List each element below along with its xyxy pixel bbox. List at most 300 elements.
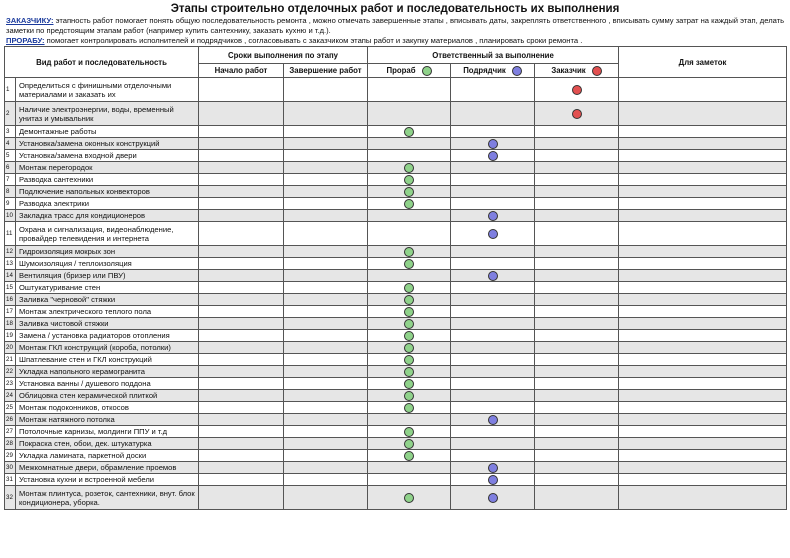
notes-cell[interactable] [619,306,787,318]
notes-cell[interactable] [619,162,787,174]
customer-cell[interactable] [535,438,619,450]
stages-table [4,46,787,510]
customer-cell[interactable] [535,342,619,354]
row-number: 13 [5,258,16,270]
foreman-marker-icon [404,331,414,341]
foreman-marker-icon [404,391,414,401]
table-row [5,330,787,342]
customer-text: этапность работ помогает понять общую последовательность ремонта , можно отмечать завершенные этапы , вписывать даты, закреплять ответственного , вписывать сумму затрат на каждый этап, делать заметки по предстоящим этапам работ (например купить сантехнику, заказать кухню и т.д.). [6,16,785,35]
notes-cell[interactable] [619,414,787,426]
foreman-cell[interactable] [368,174,451,186]
end-date-cell[interactable] [284,318,368,330]
table-row [5,354,787,366]
foreman-cell[interactable] [368,162,451,174]
work-type-cell: Шпатлевание стен и ГКЛ конструкций [16,354,199,366]
notes-cell[interactable] [619,150,787,162]
start-date-cell[interactable] [199,462,284,474]
row-number: 11 [5,222,16,246]
end-date-cell[interactable] [284,450,368,462]
customer-cell[interactable] [535,294,619,306]
end-date-cell[interactable] [284,258,368,270]
notes-cell[interactable] [619,318,787,330]
end-date-cell[interactable] [284,402,368,414]
customer-cell[interactable] [535,486,619,510]
start-date-cell[interactable] [199,186,284,198]
table-row [5,438,787,450]
foreman-marker-icon [404,307,414,317]
row-number: 27 [5,426,16,438]
customer-cell[interactable] [535,378,619,390]
customer-marker-icon [572,109,582,119]
header-foreman [368,64,451,78]
customer-cell[interactable] [535,474,619,486]
end-date-cell[interactable] [284,78,368,102]
customer-label: ЗАКАЗЧИКУ: [6,16,54,25]
table-row [5,126,787,138]
start-date-cell[interactable] [199,102,284,126]
foreman-cell[interactable] [368,186,451,198]
foreman-marker-icon [404,127,414,137]
customer-cell[interactable] [535,426,619,438]
end-date-cell[interactable] [284,246,368,258]
contractor-marker-icon [488,211,498,221]
start-date-cell[interactable] [199,426,284,438]
contractor-marker-icon [488,475,498,485]
row-number: 9 [5,198,16,210]
end-date-cell[interactable] [284,198,368,210]
customer-cell[interactable] [535,330,619,342]
start-date-cell[interactable] [199,354,284,366]
contractor-cell[interactable] [451,174,535,186]
work-type-cell: Вентиляция (бризер или ПВУ) [16,270,199,282]
notes-cell[interactable] [619,450,787,462]
contractor-cell[interactable] [451,426,535,438]
start-date-cell[interactable] [199,318,284,330]
foreman-cell[interactable] [368,330,451,342]
foreman-cell[interactable] [368,438,451,450]
end-date-cell[interactable] [284,294,368,306]
row-number: 21 [5,354,16,366]
end-date-cell[interactable] [284,270,368,282]
contractor-cell[interactable] [451,354,535,366]
contractor-cell[interactable] [451,318,535,330]
foreman-marker-icon [404,199,414,209]
customer-cell[interactable] [535,306,619,318]
foreman-cell[interactable] [368,282,451,294]
customer-cell[interactable] [535,354,619,366]
table-row [5,402,787,414]
table-row [5,318,787,330]
start-date-cell[interactable] [199,378,284,390]
table-row [5,294,787,306]
end-date-cell[interactable] [284,210,368,222]
start-date-cell[interactable] [199,438,284,450]
foreman-cell[interactable] [368,354,451,366]
contractor-cell[interactable] [451,486,535,510]
customer-cell[interactable] [535,414,619,426]
start-date-cell[interactable] [199,390,284,402]
contractor-cell[interactable] [451,126,535,138]
foreman-marker-icon [404,439,414,449]
end-date-cell[interactable] [284,390,368,402]
notes-cell[interactable] [619,366,787,378]
end-date-cell[interactable] [284,438,368,450]
notes-cell[interactable] [619,390,787,402]
customer-cell[interactable] [535,318,619,330]
foreman-cell[interactable] [368,198,451,210]
customer-cell[interactable] [535,282,619,294]
contractor-cell[interactable] [451,258,535,270]
foreman-marker-icon [404,283,414,293]
end-date-cell[interactable] [284,306,368,318]
table-row [5,390,787,402]
start-date-cell[interactable] [199,78,284,102]
contractor-cell[interactable] [451,390,535,402]
customer-cell[interactable] [535,150,619,162]
customer-cell[interactable] [535,198,619,210]
start-date-cell[interactable] [199,150,284,162]
start-date-cell[interactable] [199,414,284,426]
foreman-cell[interactable] [368,426,451,438]
header-contractor [451,64,535,78]
notes-cell[interactable] [619,258,787,270]
notes-cell[interactable] [619,222,787,246]
start-date-cell[interactable] [199,270,284,282]
table-row [5,486,787,510]
notes-cell[interactable] [619,126,787,138]
header-contractor-label: Подрядчик [463,65,506,75]
work-type-cell: Заливка "черновой" стяжки [16,294,199,306]
start-date-cell[interactable] [199,210,284,222]
row-number: 22 [5,366,16,378]
notes-cell[interactable] [619,102,787,126]
contractor-cell[interactable] [451,282,535,294]
foreman-marker-icon [404,163,414,173]
row-number: 7 [5,174,16,186]
notes-cell[interactable] [619,78,787,102]
work-type-cell: Установка/замена входной двери [16,150,199,162]
customer-cell[interactable] [535,258,619,270]
foreman-cell[interactable] [368,486,451,510]
header-customer-label: Заказчик [551,65,586,75]
customer-cell[interactable] [535,390,619,402]
notes-cell[interactable] [619,246,787,258]
end-date-cell[interactable] [284,366,368,378]
contractor-marker-icon [488,271,498,281]
table-row [5,342,787,354]
work-type-cell: Монтаж электрического теплого пола [16,306,199,318]
row-number: 1 [5,78,16,102]
notes-cell[interactable] [619,342,787,354]
foreman-cell[interactable] [368,402,451,414]
foreman-cell[interactable] [368,138,451,150]
start-date-cell[interactable] [199,486,284,510]
work-type-cell: Демонтажные работы [16,126,199,138]
contractor-marker-icon [488,415,498,425]
work-type-cell: Оштукатуривание стен [16,282,199,294]
work-type-cell: Укладка ламината, паркетной доски [16,450,199,462]
table-row [5,378,787,390]
foreman-note [6,36,786,46]
foreman-cell[interactable] [368,390,451,402]
start-date-cell[interactable] [199,222,284,246]
foreman-cell[interactable] [368,450,451,462]
foreman-cell[interactable] [368,246,451,258]
foreman-marker-icon [404,175,414,185]
row-number: 14 [5,270,16,282]
foreman-cell[interactable] [368,294,451,306]
notes-cell[interactable] [619,354,787,366]
notes-cell[interactable] [619,186,787,198]
start-date-cell[interactable] [199,366,284,378]
work-type-cell: Разводка сантехники [16,174,199,186]
start-date-cell[interactable] [199,126,284,138]
contractor-cell[interactable] [451,402,535,414]
contractor-cell[interactable] [451,294,535,306]
end-date-cell[interactable] [284,486,368,510]
customer-cell[interactable] [535,402,619,414]
row-number: 28 [5,438,16,450]
contractor-cell[interactable] [451,306,535,318]
start-date-cell[interactable] [199,330,284,342]
work-type-cell: Монтаж натяжного потолка [16,414,199,426]
customer-cell[interactable] [535,78,619,102]
foreman-marker-icon [404,319,414,329]
foreman-cell[interactable] [368,78,451,102]
customer-note [6,16,786,36]
foreman-cell[interactable] [368,318,451,330]
foreman-cell[interactable] [368,342,451,354]
contractor-cell[interactable] [451,378,535,390]
end-date-cell[interactable] [284,354,368,366]
customer-cell[interactable] [535,162,619,174]
contractor-cell[interactable] [451,342,535,354]
start-date-cell[interactable] [199,138,284,150]
contractor-cell[interactable] [451,198,535,210]
table-row [5,186,787,198]
foreman-cell[interactable] [368,306,451,318]
foreman-cell[interactable] [368,258,451,270]
foreman-cell[interactable] [368,210,451,222]
customer-cell[interactable] [535,450,619,462]
start-date-cell[interactable] [199,198,284,210]
notes-cell[interactable] [619,438,787,450]
contractor-cell[interactable] [451,474,535,486]
foreman-cell[interactable] [368,366,451,378]
start-date-cell[interactable] [199,474,284,486]
table-row [5,222,787,246]
row-number: 12 [5,246,16,258]
contractor-cell[interactable] [451,462,535,474]
foreman-marker-icon [404,493,414,503]
end-date-cell[interactable] [284,426,368,438]
end-date-cell[interactable] [284,186,368,198]
start-date-cell[interactable] [199,174,284,186]
foreman-cell[interactable] [368,150,451,162]
table-row [5,198,787,210]
foreman-cell[interactable] [368,222,451,246]
contractor-cell[interactable] [451,102,535,126]
customer-cell[interactable] [535,222,619,246]
contractor-cell[interactable] [451,438,535,450]
end-date-cell[interactable] [284,282,368,294]
customer-cell[interactable] [535,126,619,138]
work-type-cell: Шумоизоляция / теплоизоляция [16,258,199,270]
end-date-cell[interactable] [284,150,368,162]
customer-cell[interactable] [535,270,619,282]
end-date-cell[interactable] [284,162,368,174]
notes-cell[interactable] [619,282,787,294]
notes-cell[interactable] [619,426,787,438]
foreman-marker-icon [404,355,414,365]
end-date-cell[interactable] [284,342,368,354]
header-work-type: Вид работ и последовательность [5,47,199,78]
contractor-cell[interactable] [451,138,535,150]
table-row [5,306,787,318]
customer-cell[interactable] [535,462,619,474]
notes-cell[interactable] [619,462,787,474]
row-number: 6 [5,162,16,174]
contractor-cell[interactable] [451,150,535,162]
foreman-marker-icon [404,247,414,257]
foreman-marker-icon [404,343,414,353]
foreman-marker-icon [404,427,414,437]
end-date-cell[interactable] [284,174,368,186]
foreman-marker-icon [404,403,414,413]
row-number: 23 [5,378,16,390]
contractor-cell[interactable] [451,162,535,174]
start-date-cell[interactable] [199,294,284,306]
end-date-cell[interactable] [284,474,368,486]
header-responsible: Ответственный за выполнение [368,47,619,64]
foreman-cell[interactable] [368,270,451,282]
foreman-label: ПРОРАБУ: [6,36,45,45]
end-date-cell[interactable] [284,126,368,138]
header-notes: Для заметок [619,47,787,78]
header-deadlines: Сроки выполнения по этапу [199,47,368,64]
contractor-marker-icon [488,229,498,239]
notes-cell[interactable] [619,330,787,342]
contractor-cell[interactable] [451,246,535,258]
customer-cell[interactable] [535,138,619,150]
end-date-cell[interactable] [284,378,368,390]
work-type-cell: Гидроизоляция мокрых зон [16,246,199,258]
foreman-cell[interactable] [368,126,451,138]
work-type-cell: Укладка напольного керамогранита [16,366,199,378]
end-date-cell[interactable] [284,102,368,126]
start-date-cell[interactable] [199,342,284,354]
work-type-cell: Монтаж плинтуса, розеток, сантехники, внут. блок кондиционера, уборка. [16,486,199,510]
notes-cell[interactable] [619,210,787,222]
header-customer [535,64,619,78]
work-type-cell: Монтаж перегородок [16,162,199,174]
work-type-cell: Установка/замена оконных конструкций [16,138,199,150]
customer-cell[interactable] [535,246,619,258]
customer-cell[interactable] [535,174,619,186]
notes-cell[interactable] [619,402,787,414]
start-date-cell[interactable] [199,246,284,258]
contractor-cell[interactable] [451,186,535,198]
work-type-cell: Заливка чистовой стяжки [16,318,199,330]
customer-marker-icon [592,66,602,76]
table-row [5,258,787,270]
contractor-cell[interactable] [451,270,535,282]
customer-cell[interactable] [535,366,619,378]
contractor-marker-icon [512,66,522,76]
foreman-cell[interactable] [368,102,451,126]
contractor-cell[interactable] [451,330,535,342]
notes-cell[interactable] [619,294,787,306]
header-foreman-label: Прораб [386,65,416,75]
start-date-cell[interactable] [199,450,284,462]
work-type-cell: Монтаж подоконников, откосов [16,402,199,414]
customer-cell[interactable] [535,186,619,198]
row-number: 8 [5,186,16,198]
contractor-cell[interactable] [451,78,535,102]
foreman-cell[interactable] [368,474,451,486]
row-number: 26 [5,414,16,426]
intro-block [0,16,790,46]
contractor-marker-icon [488,151,498,161]
table-row [5,210,787,222]
contractor-cell[interactable] [451,366,535,378]
contractor-marker-icon [488,139,498,149]
table-row [5,474,787,486]
row-number: 18 [5,318,16,330]
customer-cell[interactable] [535,210,619,222]
contractor-cell[interactable] [451,222,535,246]
notes-cell[interactable] [619,138,787,150]
work-type-cell: Установка кухни и встроенной мебели [16,474,199,486]
end-date-cell[interactable] [284,222,368,246]
start-date-cell[interactable] [199,162,284,174]
end-date-cell[interactable] [284,414,368,426]
foreman-marker-icon [404,367,414,377]
contractor-cell[interactable] [451,414,535,426]
start-date-cell[interactable] [199,306,284,318]
notes-cell[interactable] [619,474,787,486]
end-date-cell[interactable] [284,330,368,342]
foreman-cell[interactable] [368,462,451,474]
notes-cell[interactable] [619,198,787,210]
contractor-cell[interactable] [451,210,535,222]
row-number: 29 [5,450,16,462]
table-row [5,138,787,150]
notes-cell[interactable] [619,486,787,510]
start-date-cell[interactable] [199,402,284,414]
start-date-cell[interactable] [199,258,284,270]
contractor-marker-icon [488,493,498,503]
foreman-cell[interactable] [368,378,451,390]
notes-cell[interactable] [619,174,787,186]
customer-cell[interactable] [535,102,619,126]
work-type-cell: Охрана и сигнализация, видеонаблюдение, провайдер телевидения и интернета [16,222,199,246]
end-date-cell[interactable] [284,138,368,150]
start-date-cell[interactable] [199,282,284,294]
row-number: 20 [5,342,16,354]
notes-cell[interactable] [619,270,787,282]
row-number: 30 [5,462,16,474]
row-number: 24 [5,390,16,402]
foreman-cell[interactable] [368,414,451,426]
table-row [5,450,787,462]
foreman-marker-icon [404,451,414,461]
customer-marker-icon [572,85,582,95]
notes-cell[interactable] [619,378,787,390]
contractor-cell[interactable] [451,450,535,462]
table-row [5,462,787,474]
end-date-cell[interactable] [284,462,368,474]
